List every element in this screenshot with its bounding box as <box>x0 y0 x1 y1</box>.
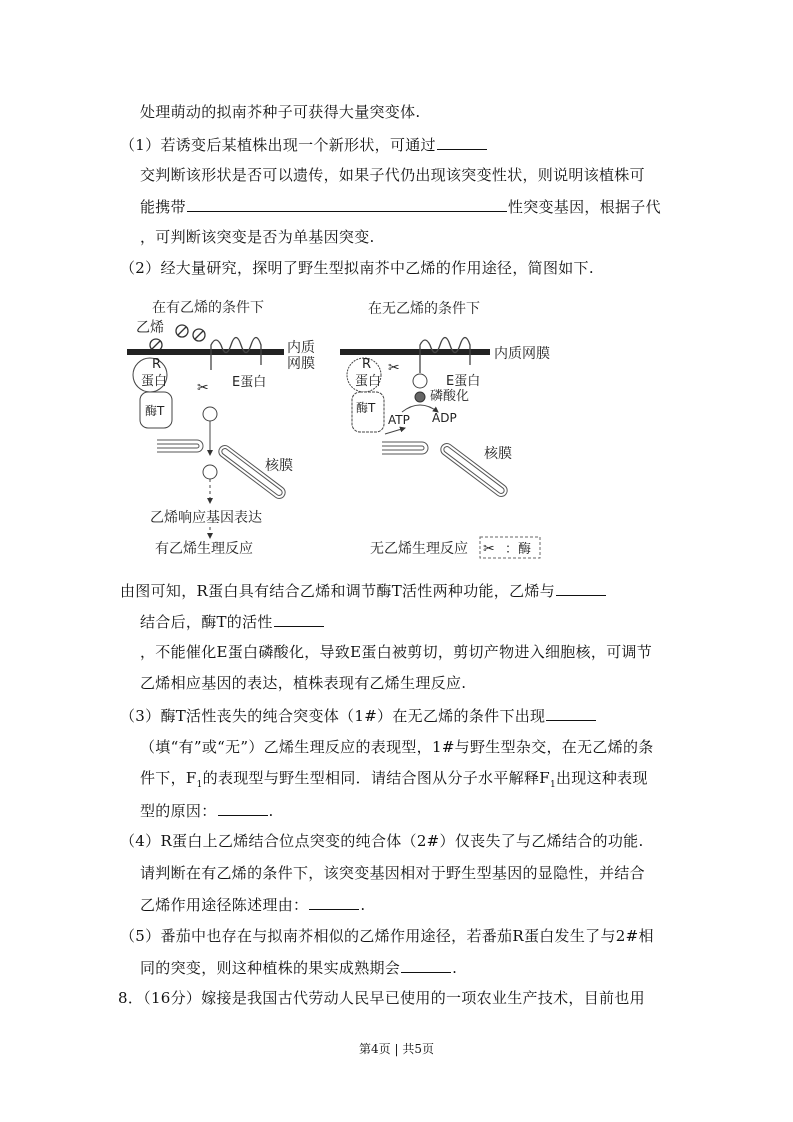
text-line: ，可判断该突变是否为单基因突变. <box>140 228 375 246</box>
text: 由图可知，R蛋白具有结合乙烯和调节酶T活性两种功能，乙烯与 <box>120 582 556 600</box>
scissors-icon: ✂ <box>483 541 495 557</box>
text-line <box>140 611 325 632</box>
answer-blank <box>309 894 359 910</box>
text-line <box>120 580 607 601</box>
r-label: R <box>152 357 162 372</box>
text: 结合后，酶T的活性 <box>140 613 273 631</box>
text-line <box>140 894 365 915</box>
question-8: 8．（16分）嫁接是我国古代劳动人民早已使用的一项农业生产技术，目前也用 <box>118 989 645 1007</box>
er-label: 内质 <box>287 340 315 356</box>
text: 型的原因： <box>140 802 217 820</box>
er-label: 内质网膜 <box>494 346 550 362</box>
answer-blank <box>401 957 451 973</box>
r-label: R <box>362 357 372 372</box>
text: . <box>268 802 274 820</box>
left-title: 在有乙烯的条件下 <box>152 300 264 316</box>
text-line: （填“有”或“无”）乙烯生理反应的表现型，1#与野生型杂交，在无乙烯的条 <box>140 738 654 756</box>
protein-label: 蛋白 <box>355 374 382 389</box>
left-result-label: 有乙烯生理反应 <box>155 541 253 557</box>
enzyme-t-label: 酶T <box>356 401 376 415</box>
answer-blank <box>546 705 596 721</box>
text: . <box>360 896 366 914</box>
text-line: 处理萌动的拟南芥种子可获得大量突变体. <box>140 103 421 121</box>
answer-blank <box>274 611 324 627</box>
text-line <box>140 957 457 978</box>
text-line: ，不能催化E蛋白磷酸化，导致E蛋白被剪切，剪切产物进入细胞核，可调节 <box>140 643 653 661</box>
nuclear-membrane-label: 核膜 <box>265 458 293 474</box>
answer-blank <box>556 580 606 596</box>
text-line <box>140 800 274 821</box>
subscript: 1 <box>196 780 203 790</box>
text-line: 乙烯相应基因的表达，植株表现有乙烯生理反应. <box>140 674 467 692</box>
answer-blank <box>218 800 268 816</box>
cleavage-product <box>203 407 217 421</box>
er-stack <box>382 442 428 454</box>
scissors-icon: ✂ <box>197 380 209 396</box>
text: 性突变基因，根据子代 <box>507 198 661 216</box>
atp-label: ATP <box>388 413 410 427</box>
text-line: 交判断该形状是否可以遗传，如果子代仍出现该突变性状，则说明该植株可 <box>140 166 645 184</box>
question-3 <box>120 705 597 726</box>
er-label: 网膜 <box>287 356 315 372</box>
text: 出现这种表现 <box>555 769 648 787</box>
er-membrane <box>340 349 490 355</box>
e-protein-label: E蛋白 <box>446 374 481 389</box>
text: 件下，F <box>140 769 197 787</box>
phosphorylation-label: 磷酸化 <box>430 389 470 404</box>
text: （3）酶T活性丧失的纯合突变体（1#）在无乙烯的条件下出现 <box>120 707 546 725</box>
right-title: 在无乙烯的条件下 <box>368 301 480 317</box>
text: 同的突变，则这种植株的果实成熟期会 <box>140 959 401 977</box>
text-line: 请判断在有乙烯的条件下，该突变基因相对于野生型基因的显隐性，并结合 <box>140 864 645 882</box>
question-2: （2）经大量研究，探明了野生型拟南芥中乙烯的作用途径，简图如下. <box>120 259 594 277</box>
protein-label: 蛋白 <box>141 374 168 389</box>
text: 能携带 <box>140 198 186 216</box>
adp-label: ADP <box>432 411 457 425</box>
gene-expression-label: 乙烯响应基因表达 <box>150 510 262 526</box>
phosphate-group <box>415 392 425 402</box>
text: （1）若诱变后某植株出现一个新形状，可通过 <box>120 136 436 154</box>
question-4: （4）R蛋白上乙烯结合位点突变的纯合体（2#）仅丧失了与乙烯结合的功能. <box>120 832 644 850</box>
text: 乙烯作用途径陈述理由： <box>140 896 309 914</box>
er-stack <box>157 440 203 452</box>
question-5: （5）番茄中也存在与拟南芥相似的乙烯作用途径，若番茄R蛋白发生了与2#相 <box>120 927 654 945</box>
nuclear-membrane-label: 核膜 <box>484 446 512 462</box>
subscript: 1 <box>549 780 556 790</box>
text: . <box>452 959 458 977</box>
text-line <box>140 768 648 795</box>
enzyme-t-label: 酶T <box>145 404 165 418</box>
page-footer: 第4页 | 共5页 <box>359 1042 434 1056</box>
text: 的表现型与野生型相同．请结合图从分子水平解释F <box>202 769 550 787</box>
e-protein-coil <box>420 338 470 374</box>
ethylene-label: 乙烯 <box>136 320 164 336</box>
right-result-label: 无乙烯生理反应 <box>370 541 468 557</box>
scissors-icon: ✂ <box>388 360 400 376</box>
e-protein-label: E蛋白 <box>232 375 267 390</box>
legend-label: ：酶 <box>505 542 532 557</box>
